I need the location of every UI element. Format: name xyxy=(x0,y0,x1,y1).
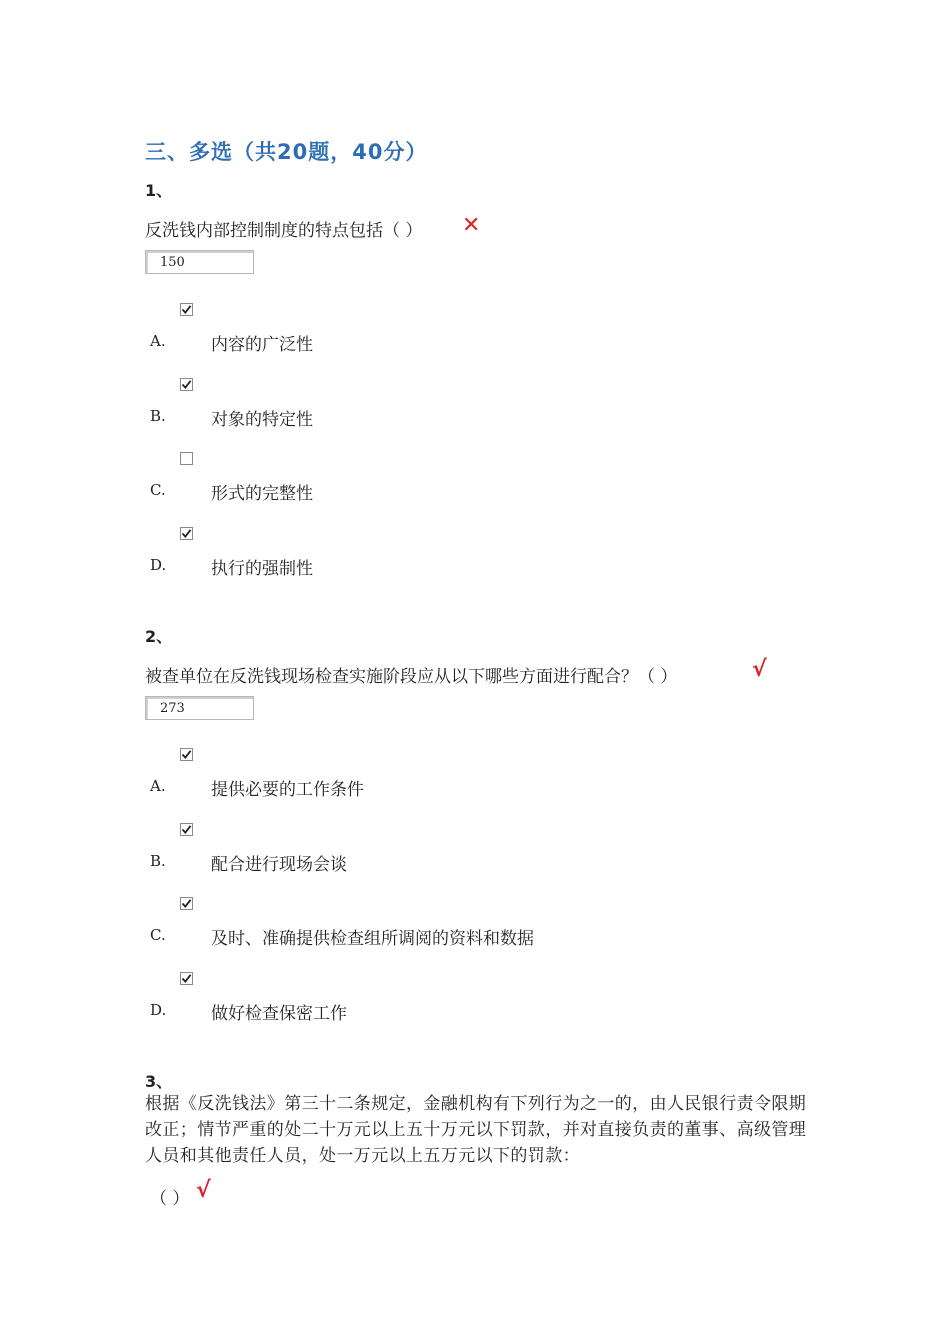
option-checkbox[interactable] xyxy=(180,972,193,985)
checkmark-icon xyxy=(181,528,192,539)
option-checkbox[interactable] xyxy=(180,748,193,761)
option-text: 内容的广泛性 xyxy=(211,335,313,355)
option-checkbox[interactable] xyxy=(180,303,193,316)
question-text: 根据《反洗钱法》第三十二条规定，金融机构有下列行为之一的，由人民银行责令限期改正；情节严重的处二十万元以上五十万元以下罚款，并对直接负责的董事、高级管理人员和其他责任人员，处一万元以上五万元以下的罚款： xyxy=(145,1094,807,1166)
option-text: 提供必要的工作条件 xyxy=(211,780,364,800)
option-letter: B. xyxy=(150,851,166,870)
checkmark-icon xyxy=(181,749,192,760)
option-letter: C. xyxy=(150,926,166,944)
option-letter: A. xyxy=(150,777,166,795)
correct-mark-icon: √ xyxy=(196,1178,211,1203)
option-checkbox[interactable] xyxy=(180,897,193,910)
question-number: 1、 xyxy=(145,181,173,200)
correct-mark-icon: √ xyxy=(752,657,767,682)
question-suffix: （ ） xyxy=(150,1189,190,1209)
question-number: 3、 xyxy=(145,1072,173,1091)
checkmark-icon xyxy=(181,973,192,984)
option-text: 及时、准确提供检查组所调阅的资料和数据 xyxy=(211,929,534,949)
option-text: 形式的完整性 xyxy=(211,484,313,504)
option-checkbox[interactable] xyxy=(180,527,193,540)
checkmark-icon xyxy=(181,824,192,835)
option-checkbox[interactable] xyxy=(180,452,193,465)
answer-value-field[interactable]: 150 xyxy=(145,250,254,274)
option-checkbox[interactable] xyxy=(180,823,193,836)
option-text: 做好检查保密工作 xyxy=(211,1003,347,1024)
question-text: 反洗钱内部控制制度的特点包括（ ） xyxy=(145,221,423,241)
question-number: 2、 xyxy=(145,627,173,646)
option-letter: B. xyxy=(150,406,166,425)
section-title: 三、多选（共20题，40分） xyxy=(145,140,428,164)
wrong-mark-icon: ✕ xyxy=(462,213,481,238)
option-letter: D. xyxy=(150,555,167,574)
option-text: 执行的强制性 xyxy=(211,558,313,579)
checkmark-icon xyxy=(181,379,192,390)
question-text: 被查单位在反洗钱现场检查实施阶段应从以下哪些方面进行配合？（ ） xyxy=(145,667,678,687)
checkmark-icon xyxy=(181,898,192,909)
option-letter: A. xyxy=(150,332,166,350)
option-letter: C. xyxy=(150,481,166,499)
option-text: 配合进行现场会谈 xyxy=(211,854,347,875)
option-checkbox[interactable] xyxy=(180,378,193,391)
checkmark-icon xyxy=(181,304,192,315)
answer-value-field[interactable]: 273 xyxy=(145,696,254,720)
option-letter: D. xyxy=(150,1000,167,1019)
option-text: 对象的特定性 xyxy=(211,409,313,430)
